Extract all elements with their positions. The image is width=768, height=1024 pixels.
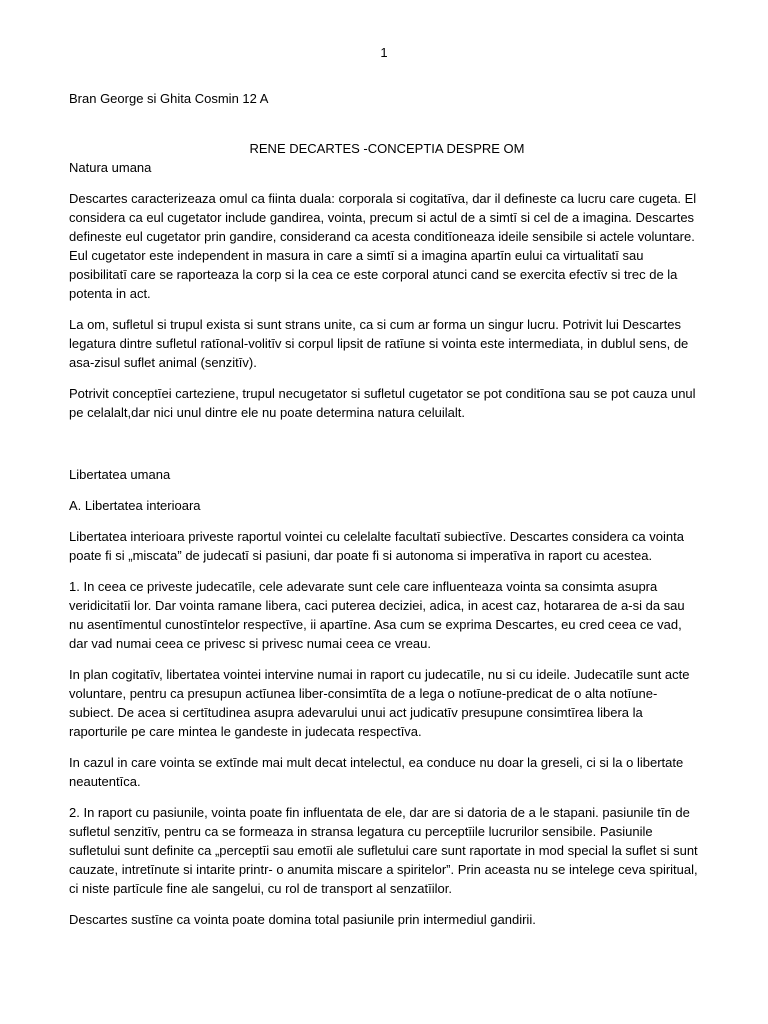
paragraph: 2. In raport cu pasiunile, vointa poate fin influentata de ele, dar are si datoria de a le stapani. pasiunile tīn de sufletul senzitīv, pentru ca se formeaza in stransa legatura cu perceptīile lucrurilor sensibile. Pasiunile sufletului sunt definite ca „perceptīi sau emotīi ale sufletului care sunt raportate in mod special la suflet si sunt cauzate, intretīnute si intarite printr- o anumita miscare a spiritelor”. Prin aceasta nu se intelege ceva spiritual, ci niste partīcule fine ale sangelui, cu rol de transport al senzatīilor. — [69, 805, 698, 896]
section-heading-libertatea-umana: Libertatea umana — [69, 467, 171, 482]
section-spacer — [69, 434, 701, 465]
subsection-heading: A. Libertatea interioara — [69, 498, 201, 513]
paragraph: In plan cogitatīv, libertatea vointei intervine numai in raport cu judecatīle, nu si cu ideile. Judecatīle sunt acte voluntare, pentru ca presupun actīunea liber-consimtīta de a lega o notīune-predicat de o alta notīune-subiect. De acea si certītudinea asupra adevarului unui act judicatīv presupune consimtīrea libera la raporturile pe care mintea le gandeste in judecata respectīva. — [69, 667, 690, 739]
paragraph: La om, sufletul si trupul exista si sunt strans unite, ca si cum ar forma un singur lucru. Potrivit lui Descartes legatura dintre sufletul ratīonal-volitīv si corpul lipsit de ratīune si vointa este intermediata, in dublul sens, de asa-zisul suflet animal (senzitīv). — [69, 317, 689, 370]
document-body — [69, 89, 701, 941]
paragraph: Descartes sustīne ca vointa poate domina total pasiunile prin intermediul gandirii. — [69, 912, 536, 927]
page-number: 1 — [380, 45, 388, 60]
section-heading-natura-umana: Natura umana — [69, 160, 152, 175]
paragraph: Libertatea interioara priveste raportul vointei cu celelalte facultatī subiectīve. Descartes considera ca vointa poate fi si „miscata” de judecatī si pasiuni, dar poate fi si autonoma si imperatīva in raport cu acestea. — [69, 529, 684, 563]
author-line: Bran George si Ghita Cosmin 12 A — [69, 91, 269, 106]
paragraph: Descartes caracterizeaza omul ca fiinta duala: corporala si cogitatīva, dar il defineste ca lucru care cugeta. El considera ca eul cugetator include gandirea, vointa, precum si actul de a simtī si cel de a imagina. Descartes defineste eul cugetator prin gandire, considerand ca acesta conditīoneaza ideile sensibile si actele voluntare. Eul cugetator este independent in masura in care a simtī si a imagina apartīn eului ca virtualitatī sau posibilitatī care se raporteaza la corp si la cea ce este corporal atunci cand se exercita efectīv si trec de la potenta in act. — [69, 191, 697, 301]
paragraph: In cazul in care vointa se extīnde mai mult decat intelectul, ea conduce nu doar la greseli, ci si la o libertate neautentīca. — [69, 755, 684, 789]
document-title: RENE DECARTES -CONCEPTIA DESPRE OM — [249, 141, 525, 156]
paragraph: 1. In ceea ce priveste judecatīle, cele adevarate sunt cele care influenteaza vointa sa consimta asupra veridicitatīi lor. Dar vointa ramane libera, caci puterea deciziei, adica, in acest caz, hotararea de a-si da sau nu asentīmentul cunostīntelor respectīve, ii apartīne. Asa cum se exprima Descartes, eu cred ceea ce vad, dar vad numai ceea ce privesc si privesc numai ceea ce vreau. — [69, 579, 685, 651]
paragraph: Potrivit conceptīei carteziene, trupul necugetator si sufletul cugetator se pot conditīona sau se pot cauza unul pe celalalt,dar nici unul dintre ele nu poate determina natura celuilalt. — [69, 386, 696, 420]
